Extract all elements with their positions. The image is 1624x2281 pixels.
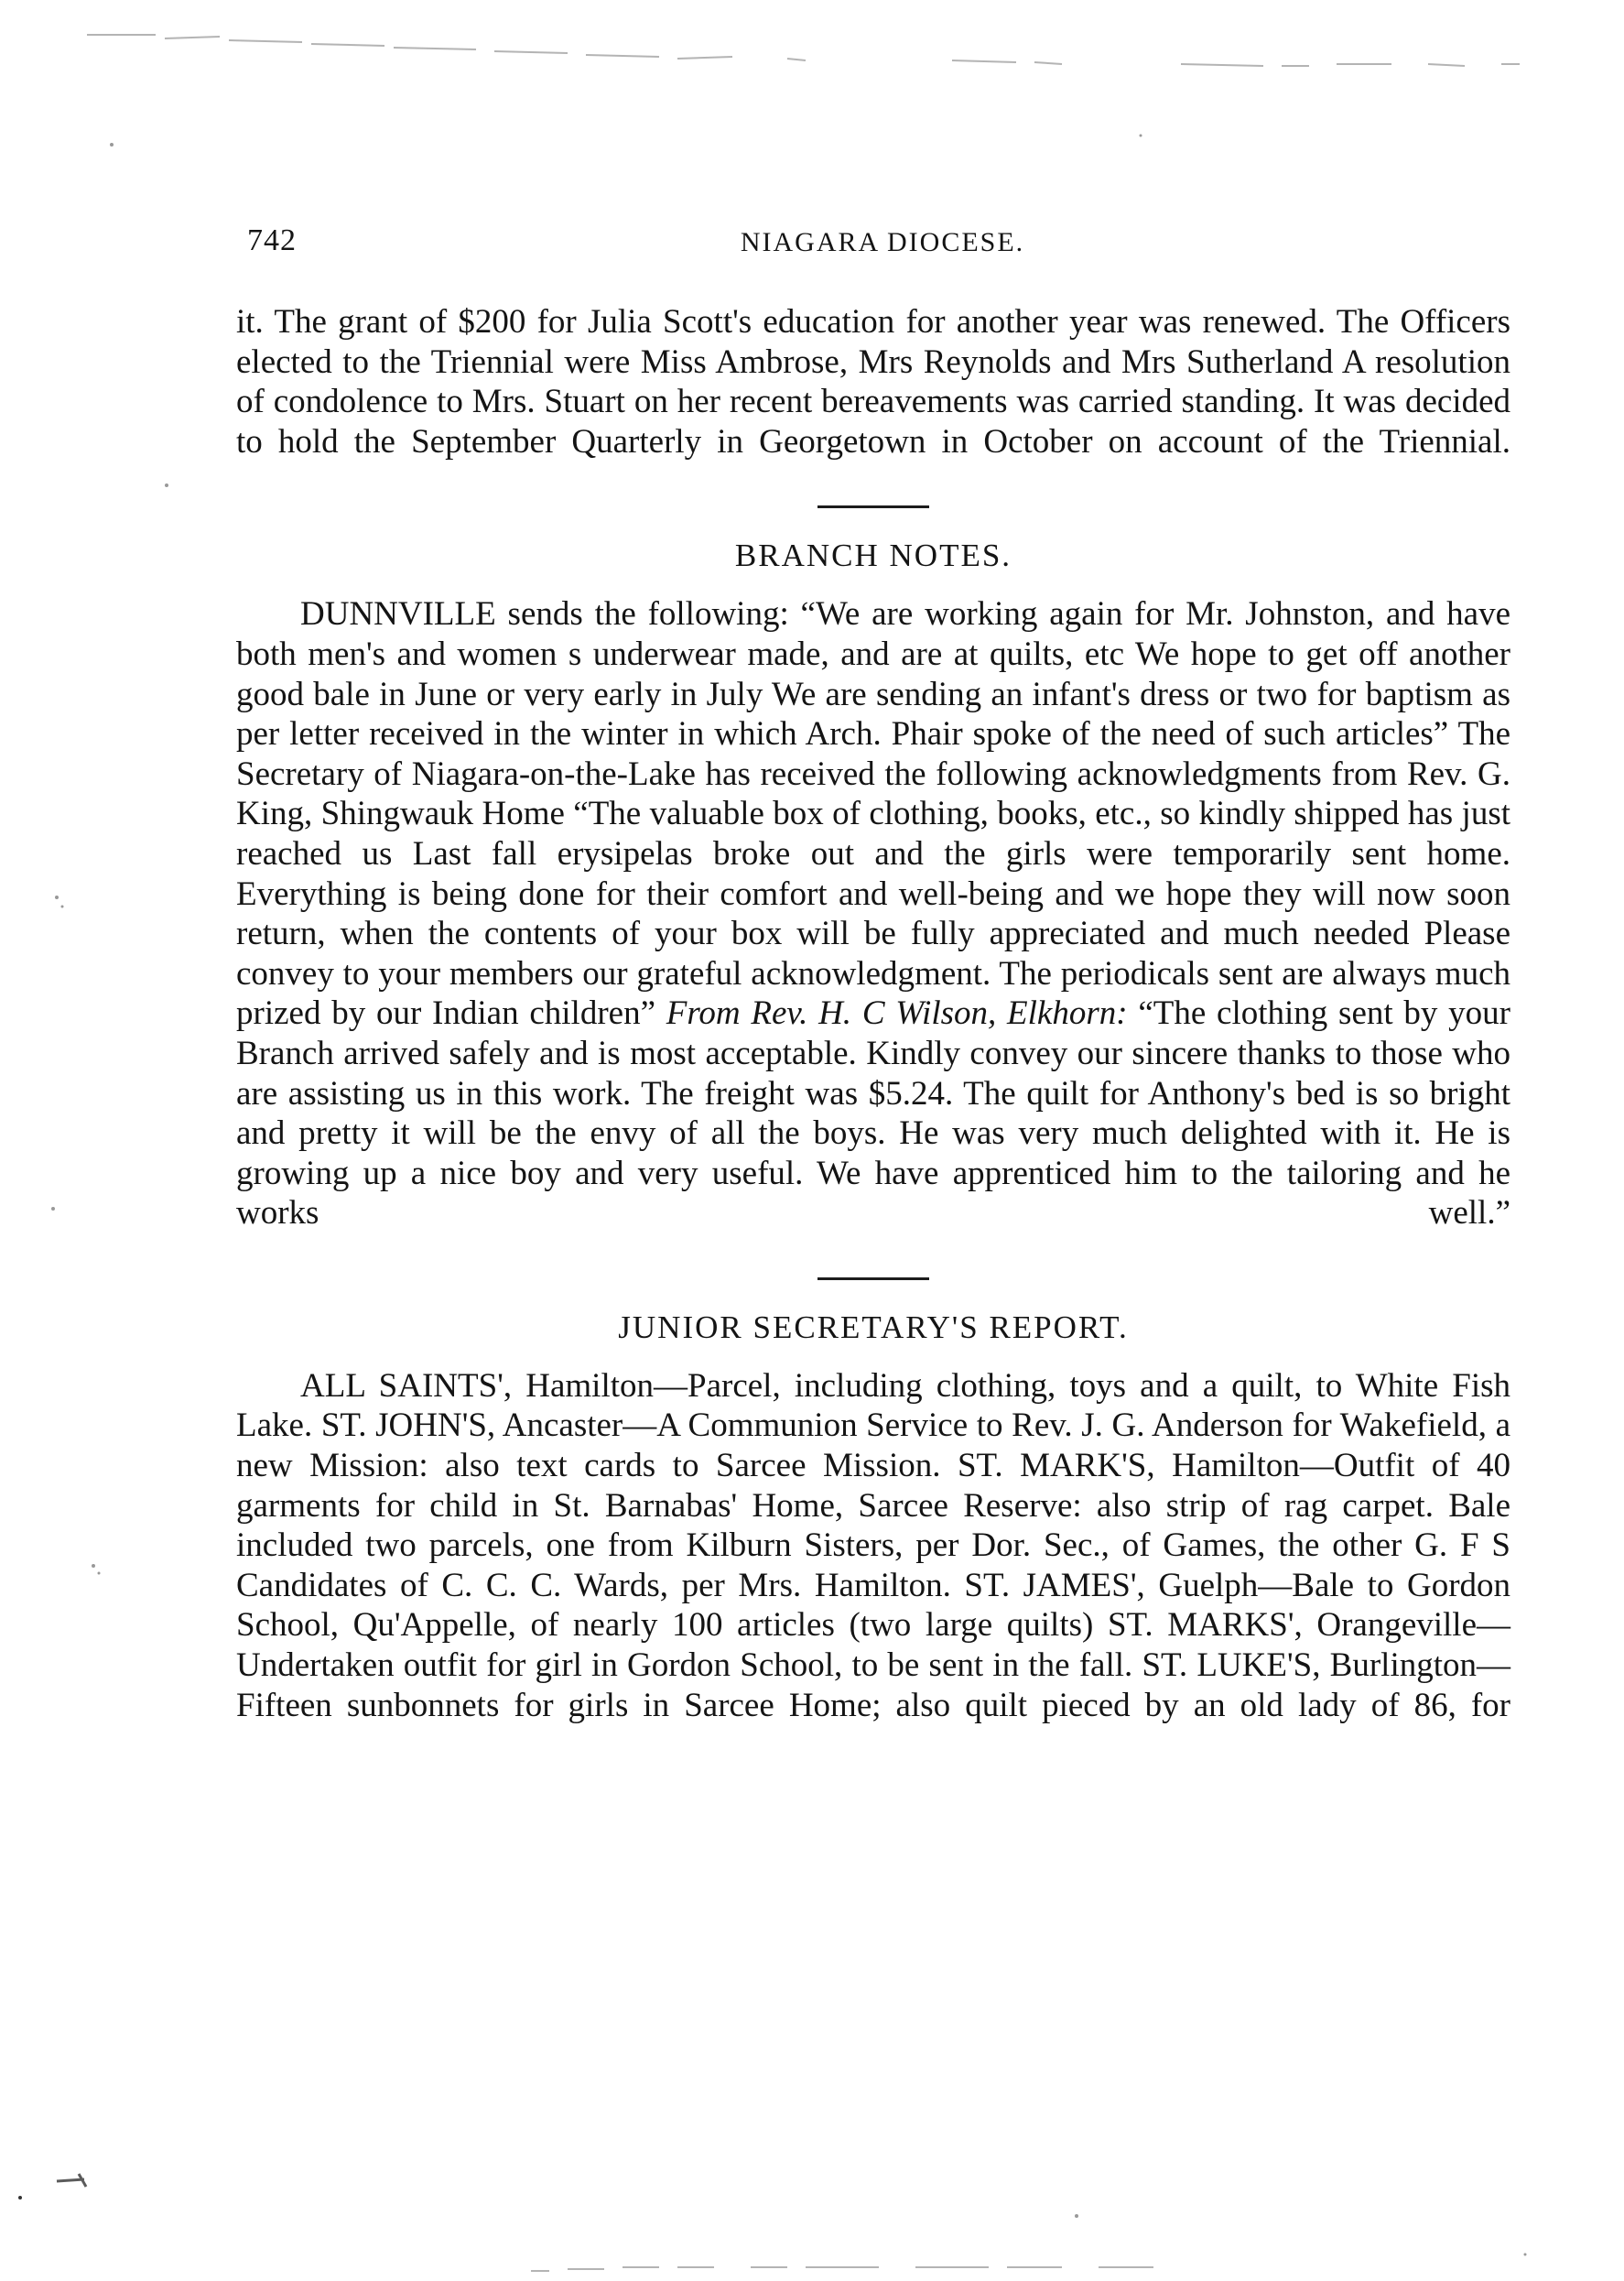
from-line: From Rev. H. C Wilson, Elkhorn: [666, 994, 1128, 1033]
junior-report-title: JUNIOR SECRETARY'S REPORT. [618, 1309, 1129, 1345]
branch-name: DUNNVILLE [300, 595, 496, 634]
parish-name: ST. JAMES', [964, 1566, 1145, 1604]
parish-entry: Orangeville—Undertaken outfit for girl in Gordon School, to be sent in the fall. [236, 1606, 1510, 1685]
parish-name: ST. MARK'S, [957, 1447, 1155, 1485]
running-head: NIAGARA DIOCESE. [740, 227, 1025, 257]
intro-text: it. The grant of $200 for Julia Scott's education for another year was renewed. The Officers elected to the Triennial were Miss Ambrose, Mrs Reynolds and Mrs Sutherland A resolution of condolence to Mrs. Stuart on her recent bereavements was carried standing. It was decided to hold the September Quarterly in Georgetown in October on account of the Triennial. [236, 303, 1510, 461]
branch-notes-paragraph [236, 594, 1510, 1233]
parish-entry: Guelph—Bale to Gordon School, Qu'Appelle, of nearly 100 articles (two large quilts) [236, 1566, 1511, 1645]
page-header [236, 220, 1510, 275]
parish-name: ALL SAINTS', [300, 1366, 513, 1405]
parish-entry: Hamilton—Outfit of 40 garments for child in St. Barnabas' Home, Sarcee Reserve: also strip of rag carpet. Bale included two parcels, one from Kilburn Sisters, per Dor. Sec., of Games, the other G. F S Candidates of C. C. C. Wards, per Mrs. Hamilton. [236, 1447, 1510, 1604]
branch-notes-text-2: “The clothing sent by your Branch arrived safely and is most acceptable. Kindly convey our sincere thanks to those who are assisting us in this work. The freight was $5.24. The quilt for Anthony's bed is so bright and pretty it will be the envy of all the boys. He was very much delighted with it. He is growing up a nice boy and very useful. We have apprenticed him to the tailoring and he works well.” [236, 994, 1510, 1233]
branch-notes-title: BRANCH NOTES. [734, 538, 1012, 574]
parish-entry: Hamilton—Parcel, including clothing, toys and a quilt, to White Fish Lake. [236, 1366, 1511, 1445]
parish-entry: Ancaster—A Communion Service to Rev. J. G. Anderson for Wakefield, a new Mission: also text cards to Sarcee Mission. [236, 1407, 1510, 1485]
section-divider [817, 1277, 929, 1280]
page-number: 742 [247, 223, 297, 257]
document-page [236, 220, 1510, 1725]
branch-notes-text: sends the following: “We are working again for Mr. Johnston, and have both men's and women s underwear made, and are at quilts, etc We hope to get off another good bale in June or very early in July We are sending an infant's dress or two for baptism as per letter received in the winter in which Arch. Phair spoke of the need of such articles” The Secretary of Niagara-on-the-Lake has received the following acknowledgments from Rev. G. King, Shingwauk Home “The valuable box of clothing, books, etc., so kindly shipped has just reached us Last fall erysipelas broke out and the girls were temporarily sent home. Everything is being done for their comfort and well-being and we hope they will now soon return, when the contents of your box will be fully appreciated and much needed Please convey to your members our grateful acknowledgment. The periodicals sent are always much prized by our Indian children” [236, 595, 1511, 1033]
junior-report-paragraph [236, 1366, 1510, 1725]
parish-name: ST. LUKE'S, [1142, 1646, 1321, 1685]
parish-name: ST. JOHN'S, [320, 1407, 496, 1445]
parish-name: ST. MARKS', [1107, 1606, 1303, 1645]
parish-entry: Burlington—Fifteen sunbonnets for girls in Sarcee Home; also quilt pieced by an old lady of 86, for [236, 1646, 1510, 1724]
intro-paragraph [236, 302, 1510, 462]
section-divider [817, 505, 929, 508]
